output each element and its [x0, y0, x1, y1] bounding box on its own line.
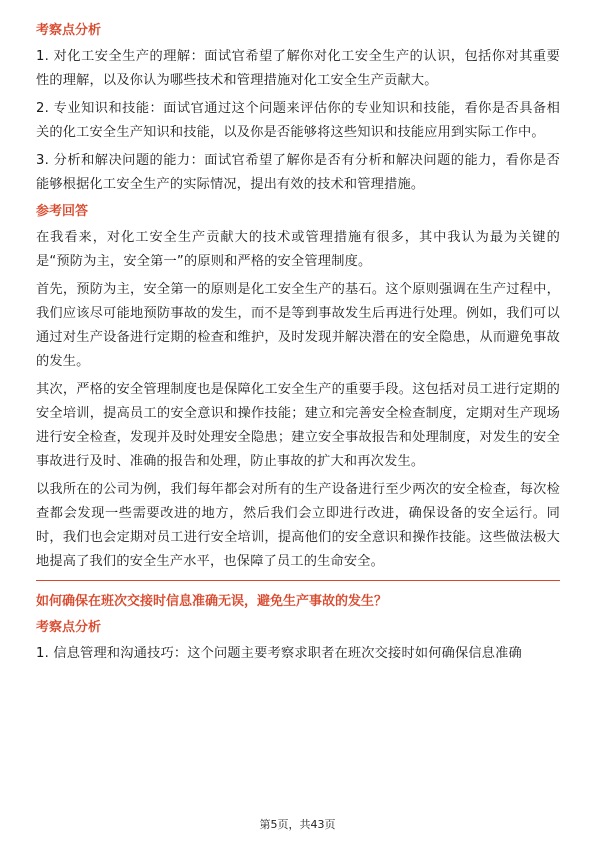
- analysis-item: 1. 信息管理和沟通技巧：这个问题主要考察求职者在班次交接时如何确保信息准确: [36, 646, 522, 661]
- analysis-heading: 考察点分析: [36, 23, 102, 38]
- question-heading: 如何确保在班次交接时信息准确无误，避免生产事故的发生？: [36, 594, 388, 609]
- answer-heading: 参考回答: [36, 204, 89, 219]
- answer-paragraph: 首先，预防为主，安全第一的原则是化工安全生产的基石。这个原则强调在生产过程中，我们应该尽可能地预防事故的发生，而不是等到事故发生后再进行处理。例如，我们可以通过对生产设备进行定期的检查和维护，及时发现并解决潜在的安全隐患，从而避免事故的发生。: [36, 282, 560, 369]
- analysis-item: 2. 专业知识和技能：面试官通过这个问题来评估你的专业知识和技能，看你是否具备相关的化工安全生产知识和技能，以及你是否能够将这些知识和技能应用到实际工作中。: [36, 101, 560, 140]
- analysis-item: 1. 对化工安全生产的理解：面试官希望了解你对化工安全生产的认识，包括你对其重要性的理解，以及你认为哪些技术和管理措施对化工安全生产贡献大。: [36, 49, 560, 88]
- page-footer: 第5页，共43页: [259, 818, 336, 831]
- answer-paragraph: 其次，严格的安全管理制度也是保障化工安全生产的重要手段。这包括对员工进行定期的安全培训，提高员工的安全意识和操作技能；建立和完善安全检查制度，定期对生产现场进行安全检查，发现并及时处理安全隐患；建立安全事故报告和处理制度，对发生的安全事故进行及时、准确的报告和处理，防止事故的扩大和再次发生。: [36, 382, 560, 469]
- section-divider: [36, 580, 560, 581]
- answer-paragraph: 以我所在的公司为例，我们每年都会对所有的生产设备进行至少两次的安全检查，每次检查都会发现一些需要改进的地方，然后我们会立即进行改进，确保设备的安全运行。同时，我们也会定期对员工进行安全培训，提高他们的安全意识和操作技能。这些做法极大地提高了我们的安全生产水平，也保障了员工的生命安全。: [36, 482, 560, 569]
- document-page: [36, 20, 560, 670]
- analysis-heading-2: 考察点分析: [36, 620, 102, 635]
- answer-paragraph: 在我看来，对化工安全生产贡献大的技术或管理措施有很多，其中我认为最为关键的是“预防为主，安全第一”的原则和严格的安全管理制度。: [36, 230, 560, 269]
- analysis-item: 3. 分析和解决问题的能力：面试官希望了解你是否有分析和解决问题的能力，看你是否能够根据化工安全生产的实际情况，提出有效的技术和管理措施。: [36, 153, 560, 192]
